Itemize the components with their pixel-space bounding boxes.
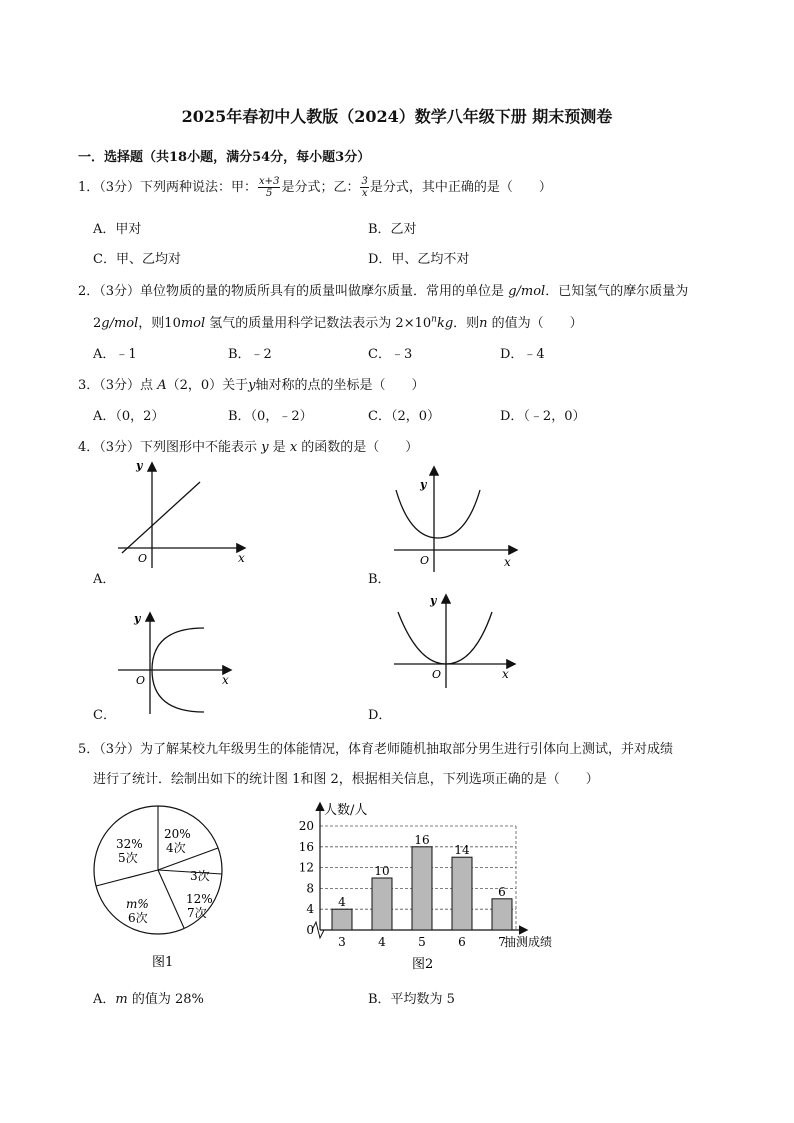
q4-option-b[interactable]: B． (368, 572, 391, 587)
x-tick-label: 5 (418, 935, 426, 949)
q2-option-b[interactable]: B．﹣2 (228, 347, 272, 362)
data-label: 4 (338, 895, 346, 910)
q1-mid: 是分式；乙： (281, 180, 360, 195)
question-5-line-1: 5．（3分）为了解某校九年级男生的体能情况，体育老师随机抽取部分男生进行引体向上测试，并对成绩 (78, 742, 674, 757)
q1-option-b[interactable]: B．乙对 (368, 222, 417, 237)
data-label: 16 (414, 832, 430, 847)
slice-label-5-times: 5次 (118, 851, 138, 865)
pie-chart (88, 800, 238, 980)
slice-label-m-pct: m% (126, 897, 149, 911)
x-axis-label: x (504, 555, 511, 569)
slice-label-6-times: 6次 (128, 911, 148, 925)
bar-chart (280, 798, 570, 978)
parabola-curve (396, 490, 480, 538)
origin-label: O (136, 674, 146, 687)
q1-prefix: 1．（3分）下列两种说法：甲： (78, 180, 258, 195)
slice-label-4-times: 4次 (166, 841, 186, 855)
origin-label: O (138, 552, 148, 565)
function-line (122, 482, 200, 553)
graph-d (390, 592, 530, 692)
data-label: 14 (454, 843, 470, 858)
y-axis-label: y (136, 459, 143, 472)
x-axis-label: x (238, 551, 245, 565)
question-4: 4．（3分）下列图形中不能表示 y 是 x 的函数的是（ ） (78, 440, 419, 455)
q1-fraction-1: $\frac{x+3}{5}$ (259, 176, 280, 199)
bar (492, 899, 512, 930)
data-label: 6 (498, 884, 506, 899)
slice-label-32pct: 32% (116, 837, 143, 851)
data-label: 10 (374, 864, 390, 878)
question-2-line-2: 2g/mol，则10mol 氢气的质量用科学记数法表示为 $2\times 10^nkg$．则n 的值为（ ） (93, 314, 583, 331)
q4-option-c[interactable]: C． (93, 708, 116, 723)
slice-label-7-times: 7次 (187, 906, 207, 920)
y-tick-labels (299, 819, 315, 937)
bar (452, 857, 472, 930)
q5-option-a[interactable]: A．m 的值为 28% (93, 992, 204, 1007)
question-1 (78, 176, 552, 199)
q4-option-a[interactable]: A． (93, 572, 116, 587)
question-5-line-2: 进行了统计．绘制出如下的统计图 1和图 2，根据相关信息，下列选项正确的是（ ） (93, 772, 599, 787)
y-tick-label: 4 (306, 902, 314, 917)
q3-option-b[interactable]: B．（0，﹣2） (228, 409, 313, 424)
graph-c (112, 608, 242, 718)
question-2-line-1: 2．（3分）单位物质的量的物质所具有的质量叫做摩尔质量．常用的单位是 g/mol．已知氢气的摩尔质量为 (78, 284, 689, 299)
x-axis-label: x (502, 667, 509, 681)
bar (332, 909, 352, 930)
y-tick-label: 8 (306, 881, 314, 896)
y-tick-label: 12 (298, 860, 314, 875)
bar (412, 847, 432, 930)
bar (372, 878, 392, 930)
y-axis-label: y (430, 594, 437, 607)
page-title: 2025年春初中人教版（2024）数学八年级下册 期末预测卷 (181, 107, 613, 126)
x-axis-title: 抽测成绩 (504, 935, 553, 949)
q1-suffix: 是分式，其中正确的是（ ） (369, 180, 552, 195)
y-axis-title: 人数/人 (324, 803, 368, 818)
x-tick-label: 7 (498, 935, 506, 949)
y-axis-label: y (420, 478, 427, 491)
x-axis-label: x (222, 673, 229, 687)
y-axis-label: y (134, 612, 141, 625)
q2-option-a[interactable]: A．﹣1 (93, 347, 137, 362)
y-tick-label: 0 (306, 923, 314, 937)
origin-label: O (420, 554, 430, 567)
slice-label-12pct: 12% (186, 892, 213, 906)
q4-option-d[interactable]: D． (368, 708, 392, 723)
slice-label-3-times: 3次 (190, 869, 210, 883)
y-tick-label: 20 (298, 819, 314, 833)
pie-caption: 图1 (152, 955, 174, 970)
bar-caption: 图2 (412, 957, 434, 972)
q3-option-c[interactable]: C．（2，0） (368, 409, 440, 424)
slice-label-20pct: 20% (164, 827, 191, 841)
x-tick-label: 6 (458, 935, 466, 949)
graph-a (112, 458, 257, 573)
q1-option-d[interactable]: D．甲、乙均不对 (368, 252, 470, 267)
q3-option-a[interactable]: A．（0，2） (93, 409, 165, 424)
q1-option-a[interactable]: A．甲对 (93, 222, 142, 237)
q1-fraction-2: $\frac{3}{x}$ (361, 176, 368, 199)
x-tick-label: 3 (338, 935, 346, 949)
parabola-curve (398, 612, 492, 664)
q2-option-d[interactable]: D．﹣4 (500, 347, 545, 362)
q5-option-b[interactable]: B．平均数为 5 (368, 992, 455, 1007)
question-3: 3．（3分）点 A（2，0）关于y轴对称的点的坐标是（ ） (78, 378, 425, 393)
y-tick-label: 16 (298, 839, 314, 854)
q3-option-d[interactable]: D．（﹣2，0） (500, 409, 586, 424)
q1-option-c[interactable]: C．甲、乙均对 (93, 252, 181, 267)
graph-b (388, 464, 528, 574)
q2-option-c[interactable]: C．﹣3 (368, 347, 413, 362)
origin-label: O (432, 668, 442, 681)
x-tick-labels (338, 935, 506, 949)
section-heading: 一．选择题（共18小题，满分54分，每小题3分） (78, 150, 371, 165)
x-tick-label: 4 (378, 935, 386, 949)
